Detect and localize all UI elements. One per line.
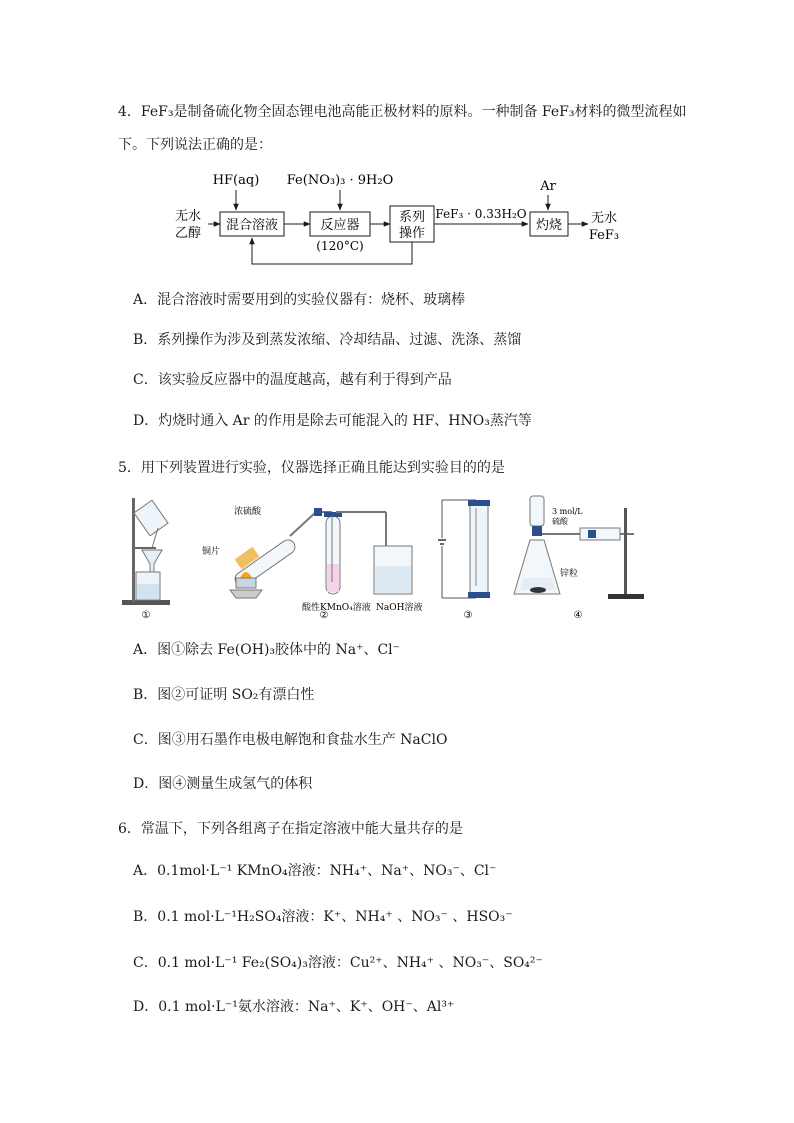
fig4-label: ④: [573, 610, 583, 621]
q4-stem-line2: 下。下列说法正确的是：: [118, 137, 272, 153]
q4-option-d: D．灼烧时通入 Ar 的作用是除去可能混入的 HF、HNO₃蒸汽等: [133, 413, 532, 429]
flow-box-calcine-label: 灼烧: [535, 218, 563, 233]
fig4-label-zinc: 锌粒: [560, 569, 579, 579]
q6-option-d: D．0.1 mol·L⁻¹氨水溶液：Na⁺、K⁺、OH⁻、Al³⁺: [133, 999, 455, 1015]
q4-option-b: B．系列操作为涉及到蒸发浓缩、冷却结晶、过滤、洗涤、蒸馏: [133, 332, 522, 348]
flow-box-reactor-label: 反应器: [320, 218, 360, 233]
q6-option-c: C．0.1 mol·L⁻¹ Fe₂(SO₄)₃溶液：Cu²⁺、NH₄⁺ 、NO₃⁻、SO₄²⁻: [133, 955, 543, 971]
flow-reagent-feno3: Fe(NO₃)₃ · 9H₂O: [286, 173, 394, 188]
flow-box-mixing-label: 混合溶液: [225, 218, 279, 233]
flow-start-label2: 乙醇: [174, 226, 202, 241]
fig3-label: ③: [463, 610, 473, 621]
q5-apparatus-figure: [118, 486, 678, 626]
flow-temperature: (120°C): [316, 239, 364, 253]
q6-option-a: A．0.1mol·L⁻¹ KMnO₄溶液：NH₄⁺、Na⁺、NO₃⁻、Cl⁻: [133, 863, 497, 879]
q5-stem: 5．用下列装置进行实验，仪器选择正确且能达到实验目的的是: [118, 460, 505, 476]
fig1-label: ①: [141, 610, 151, 621]
q5-option-b: B．图②可证明 SO₂有漂白性: [133, 687, 315, 703]
fig4-label-concentration: 3 mol/L: [552, 507, 583, 516]
flow-start-label1: 无水: [174, 209, 202, 224]
flow-reagent-ar: Ar: [540, 179, 556, 194]
fig2-label-acid: 浓硫酸: [234, 507, 262, 517]
q4-stem-line1: 4．FeF₃是制备硫化物全固态锂电池高能正极材料的原料。一种制备 FeF₃材料的微型流程如: [118, 104, 687, 120]
fig2-label-kmno4: 酸性KMnO₄溶液: [302, 603, 371, 613]
fig2-label: ②: [319, 610, 329, 621]
q4-option-a: A．混合溶液时需要用到的实验仪器有：烧杯、玻璃棒: [133, 292, 466, 308]
q5-option-a: A．图①除去 Fe(OH)₃胶体中的 Na⁺、Cl⁻: [133, 642, 401, 658]
flow-intermediate: FeF₃ · 0.33H₂O: [435, 207, 527, 221]
flow-box-series-label2: 操作: [398, 226, 426, 241]
fig1-filtration: [122, 498, 170, 605]
flow-box-series-label1: 系列: [398, 210, 426, 225]
q6-stem: 6．常温下，下列各组离子在指定溶液中能大量共存的是: [118, 821, 463, 837]
fig2-sulfur-dioxide: [230, 508, 412, 598]
fig3-electrolysis: [438, 500, 490, 598]
q5-option-d: D．图④测量生成氢气的体积: [133, 776, 313, 792]
flow-reagent-hf: HF(aq): [212, 173, 260, 188]
flow-end-label2: FeF₃: [588, 228, 620, 243]
fig2-label-naoh: NaOH溶液: [376, 603, 423, 613]
fig4-label-acid: 硫酸: [552, 517, 568, 526]
q5-option-c: C．图③用石墨作电极电解饱和食盐水生产 NaClO: [133, 732, 448, 748]
fig2-label-copper: 铜片: [202, 547, 221, 557]
flow-end-label1: 无水: [590, 211, 618, 226]
q4-flow-diagram: [168, 168, 628, 272]
q6-option-b: B．0.1 mol·L⁻¹H₂SO₄溶液：K⁺、NH₄⁺ 、NO₃⁻ 、HSO₃⁻: [133, 909, 513, 925]
q4-option-c: C．该实验反应器中的温度越高，越有利于得到产品: [133, 372, 452, 388]
